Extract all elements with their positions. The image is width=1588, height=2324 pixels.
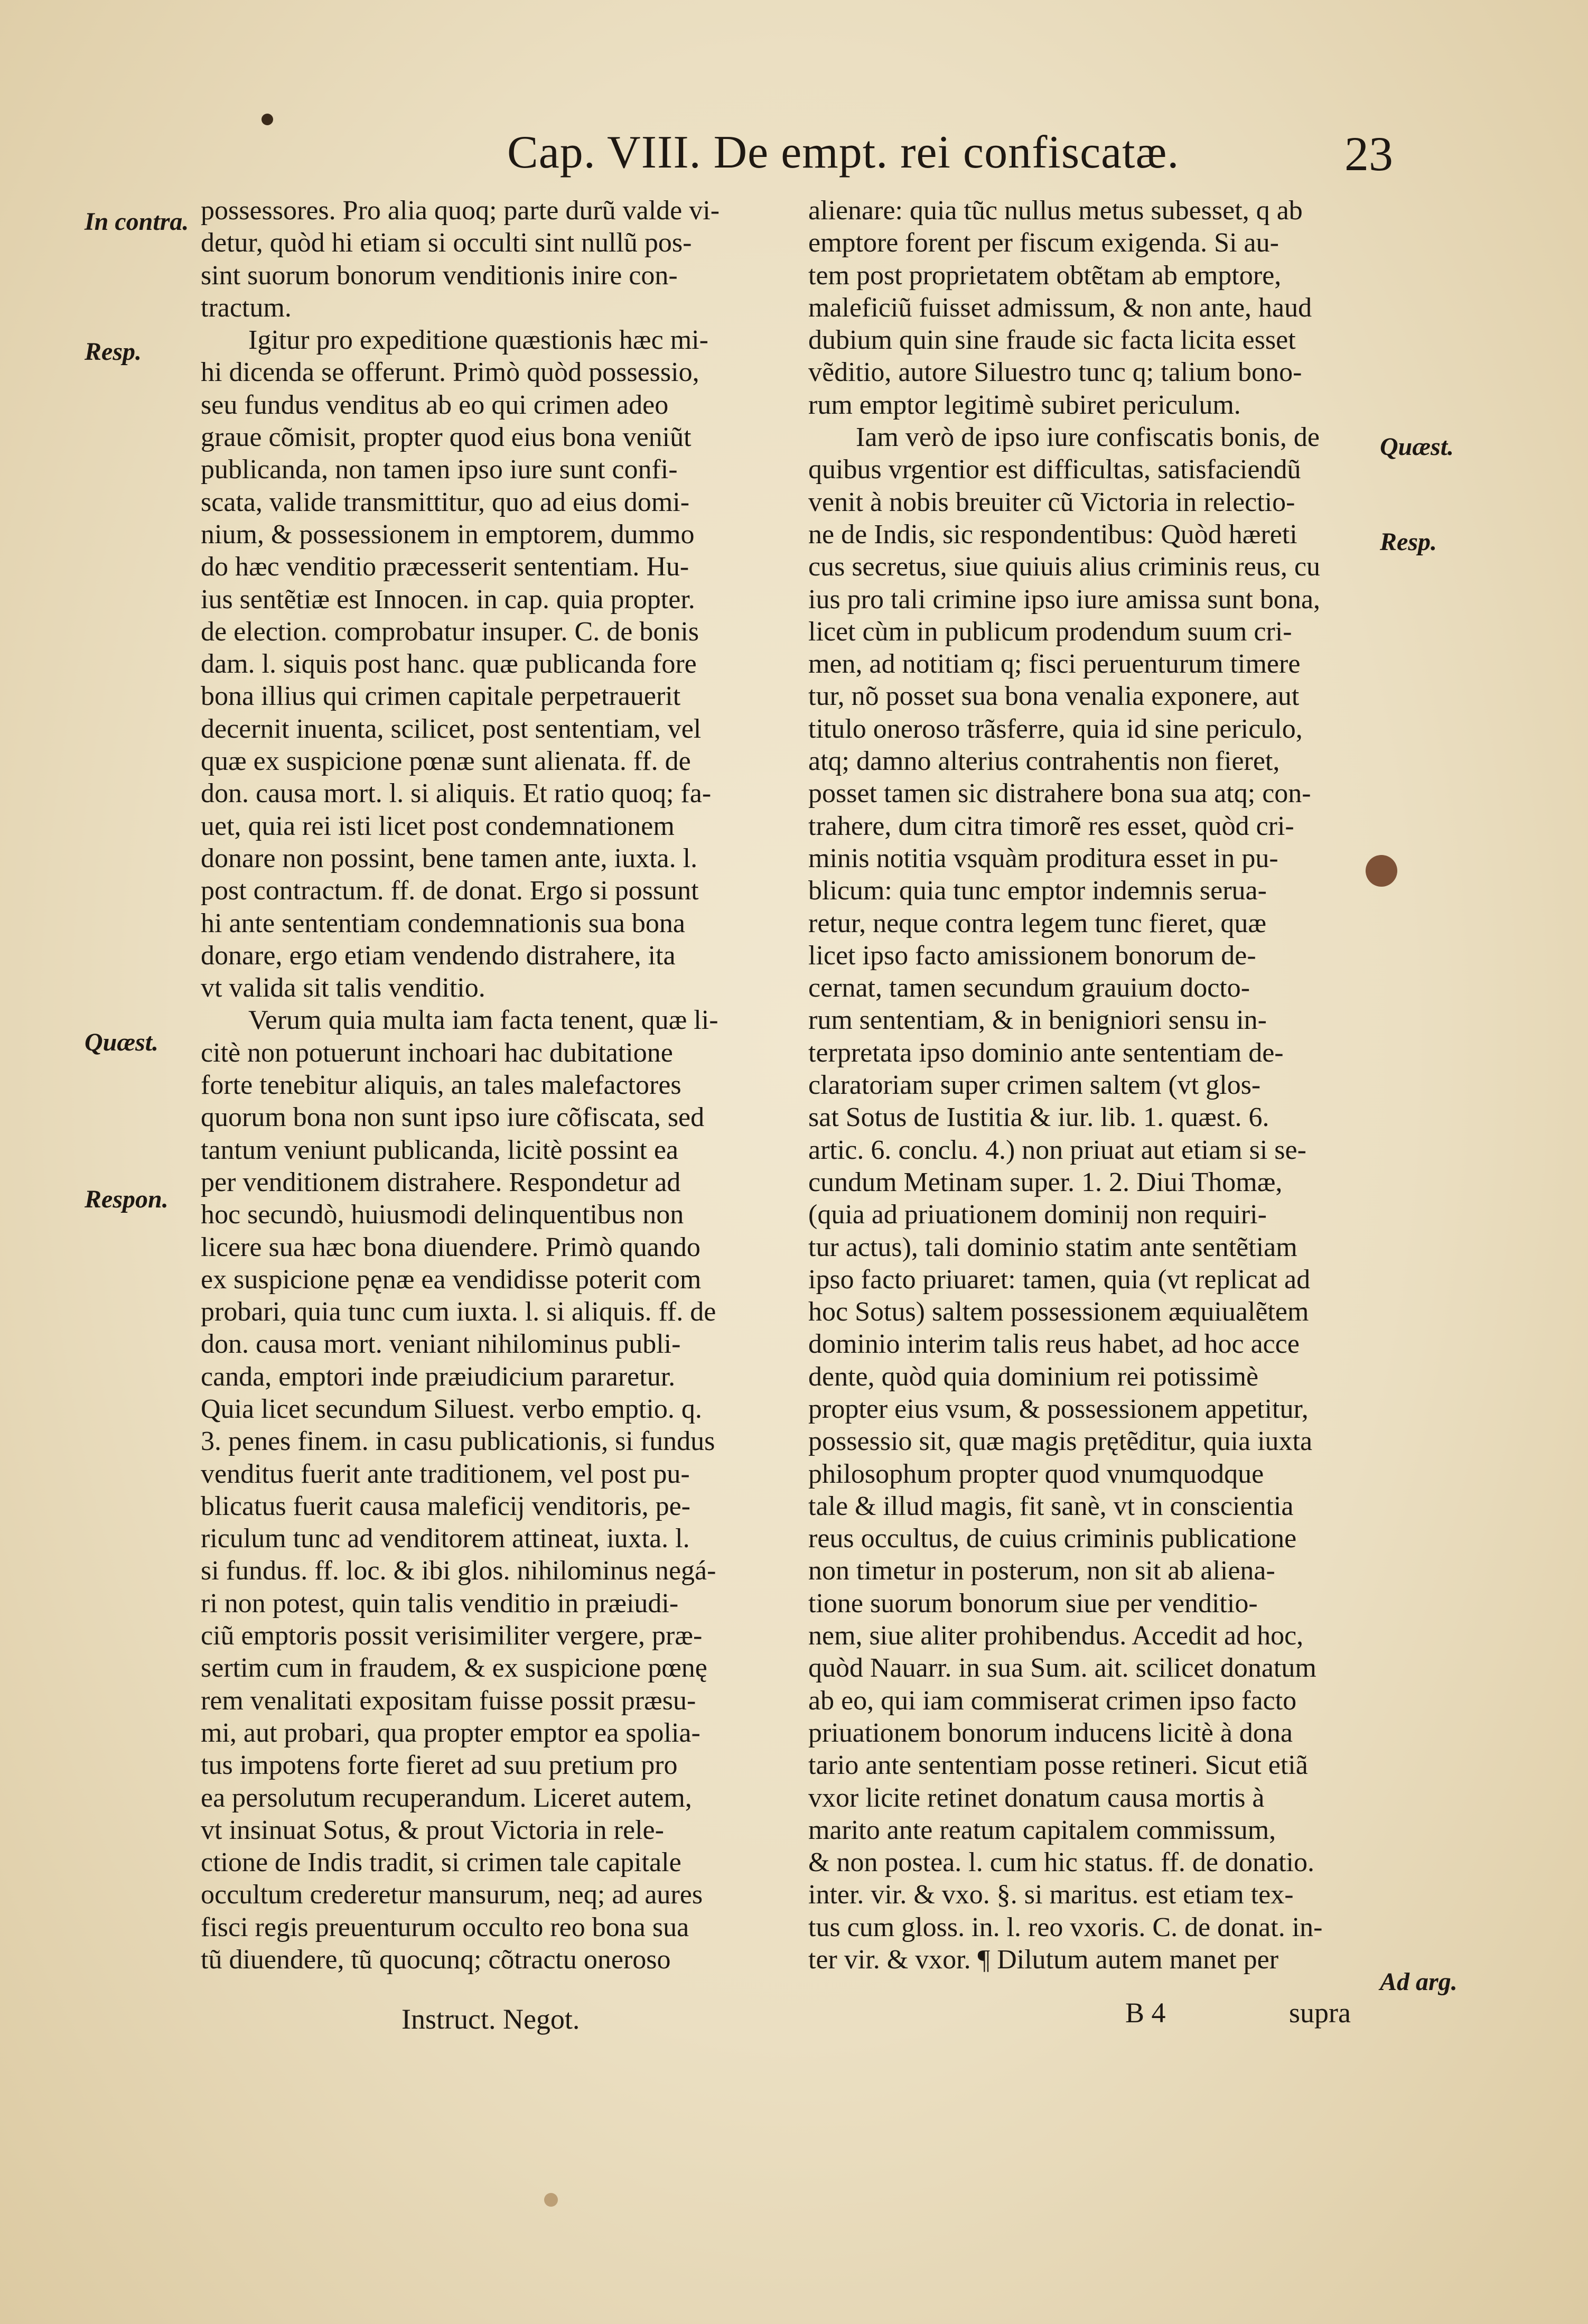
text-line: dominio interim talis reus habet, ad hoc acce <box>808 1329 1300 1360</box>
text-line: do hæc venditio præcesserit sententiam. Hu- <box>201 552 689 582</box>
text-line: detur, quòd hi etiam si occulti sint nullũ pos- <box>201 228 692 258</box>
text-line: canda, emptori inde præiudicium pararetur. <box>201 1361 676 1392</box>
text-line: donare non possint, bene tamen ante, iuxta. l. <box>201 843 698 873</box>
text-line: tũ diuendere, tũ quocunq; cõtractu oneroso <box>201 1945 671 1975</box>
text-line: titulo oneroso trãsferre, quia id sine periculo, <box>808 713 1303 744</box>
text-line: marito ante reatum capitalem commissum, <box>808 1815 1276 1845</box>
text-line: graue cõmisit, propter quod eius bona veniũt <box>201 422 692 453</box>
text-line: licere sua hæc bona diuendere. Primò quando <box>201 1232 700 1262</box>
text-line: nium, & possessionem in emptorem, dummo <box>201 519 695 550</box>
ink-spot <box>261 114 273 125</box>
text-line: hoc Sotus) saltem possessionem æquiualẽtem <box>808 1297 1309 1327</box>
text-line: bona illius qui crimen capitale perpetrauerit <box>201 681 681 712</box>
text-line: tractum. <box>201 292 292 323</box>
text-line: quæ ex suspicione pœnæ sunt alienata. ff. de <box>201 746 691 777</box>
margin-note-resp: Resp. <box>85 338 142 366</box>
text-line: nem, siue aliter prohibendus. Accedit ad hoc, <box>808 1621 1304 1651</box>
text-line: Iam verò de ipso iure confiscatis bonis, de <box>856 422 1320 453</box>
text-line: citè non potuerunt inchoari hac dubitatione <box>201 1037 673 1068</box>
left-text-column <box>201 194 766 1976</box>
text-line: dubium quin sine fraude sic facta licita esset <box>808 325 1296 356</box>
text-line: Igitur pro expeditione quæstionis hæc mi- <box>248 325 708 356</box>
text-line: hoc secundò, huiusmodi delinquentibus non <box>201 1200 684 1230</box>
catchword-right: supra <box>1289 1997 1351 2029</box>
text-line: quòd Nauarr. in sua Sum. ait. scilicet donatum <box>808 1653 1316 1684</box>
text-line: decernit inuenta, scilicet, post sententiam, vel <box>201 713 702 744</box>
text-line: scata, valide transmittitur, quo ad eius domi- <box>201 487 690 517</box>
text-line: ex suspicione pęnæ ea vendidisse poterit com <box>201 1264 702 1295</box>
text-line: terpretata ipso dominio ante sententiam de- <box>808 1037 1284 1068</box>
text-line: licet cùm in publicum prodendum suum cri- <box>808 616 1292 647</box>
text-line: dente, quòd quia dominium rei potissimè <box>808 1361 1259 1392</box>
margin-note-quaest: Quæst. <box>85 1028 159 1056</box>
margin-note-ad-arg: Ad arg. <box>1380 1968 1458 1996</box>
text-line: priuationem bonorum inducens licitè à dona <box>808 1717 1293 1748</box>
text-line: ne de Indis, sic respondentibus: Quòd hæreti <box>808 519 1297 550</box>
text-line: Quia licet secundum Siluest. verbo emptio. q. <box>201 1393 702 1424</box>
text-line: tario ante sententiam posse retineri. Sicut etiã <box>808 1750 1308 1781</box>
text-line: rum sententiam, & in benigniori sensu in- <box>808 1005 1267 1036</box>
margin-note-respon: Respon. <box>85 1185 169 1213</box>
text-line: uet, quia rei isti licet post condemnationem <box>201 811 675 841</box>
text-line: publicanda, non tamen ipso iure sunt confi- <box>201 454 678 485</box>
text-line: ri non potest, quin talis venditio in præiudi- <box>201 1588 679 1619</box>
text-line: vt valida sit talis venditio. <box>201 973 485 1003</box>
signature-mark: B 4 <box>1125 1997 1166 2029</box>
text-line: Verum quia multa iam facta tenent, quæ li- <box>248 1005 718 1036</box>
text-line: venit à nobis breuiter cũ Victoria in relectio- <box>808 487 1295 517</box>
running-head: Cap. VIII. De empt. rei confiscatæ. <box>507 127 1180 178</box>
text-line: trahere, dum citra timorẽ res esset, quòd cri- <box>808 811 1294 841</box>
text-line: vxor licite retinet donatum causa mortis à <box>808 1782 1265 1813</box>
text-line: fisci regis preuenturum occulto reo bona sua <box>201 1912 689 1942</box>
text-line: & non postea. l. cum hic status. ff. de donatio. <box>808 1847 1314 1878</box>
text-line: posset tamen sic distrahere bona sua atq; con- <box>808 778 1311 809</box>
text-line: don. causa mort. l. si aliquis. Et ratio quoq; fa- <box>201 778 712 809</box>
text-line: men, ad notitiam q; fisci peruenturum timere <box>808 649 1301 680</box>
text-line: seu fundus venditus ab eo qui crimen adeo <box>201 389 669 420</box>
text-line: dam. l. siquis post hanc. quæ publicanda fore <box>201 649 697 680</box>
text-line: ab eo, qui iam commiserat crimen ipso facto <box>808 1685 1297 1716</box>
text-line: ter vir. & vxor. ¶ Dilutum autem manet per <box>808 1945 1279 1975</box>
text-line: minis notitia vsquàm proditura esset in pu- <box>808 843 1278 873</box>
text-line: ipso facto priuaret: tamen, quia (vt replicat ad <box>808 1264 1311 1295</box>
margin-note-quaest-right: Quæst. <box>1380 433 1454 461</box>
text-line: tantum veniunt publicanda, licitè possint ea <box>201 1135 679 1165</box>
text-line: blicum: quia tunc emptor indemnis serua- <box>808 876 1267 906</box>
text-line: tur actus), tali dominio statim ante sentẽtiam <box>808 1232 1297 1262</box>
text-line: riculum tunc ad venditorem attineat, iuxta. l. <box>201 1523 690 1554</box>
text-line: hi dicenda se offerunt. Primò quòd possessio, <box>201 357 699 388</box>
text-line: philosophum propter quod vnumquodque <box>808 1458 1264 1489</box>
text-line: per venditionem distrahere. Respondetur ad <box>201 1167 681 1197</box>
text-line: vt insinuat Sotus, & prout Victoria in rele- <box>201 1815 664 1845</box>
margin-note-resp-right: Resp. <box>1380 528 1437 556</box>
text-line: ciũ emptoris possit verisimiliter vergere, præ- <box>201 1621 703 1651</box>
foxing-stain <box>544 2193 558 2207</box>
text-line: maleficiũ fuisset admissum, & non ante, haud <box>808 292 1312 323</box>
text-line: si fundus. ff. loc. & ibi glos. nihilominus negá- <box>201 1556 716 1586</box>
text-line: hi ante sententiam condemnationis sua bona <box>201 908 685 938</box>
text-line: de election. comprobatur insuper. C. de bonis <box>201 616 699 647</box>
page-number: 23 <box>1344 127 1393 181</box>
text-line: cernat, tamen secundum grauium docto- <box>808 973 1250 1003</box>
text-line: possessio sit, quæ magis prętẽditur, quia iuxta <box>808 1426 1313 1457</box>
margin-note-in-contra: In contra. <box>85 208 189 236</box>
text-line: post contractum. ff. de donat. Ergo si possunt <box>201 876 699 906</box>
text-line: tem post proprietatem obtẽtam ab emptore, <box>808 260 1282 291</box>
text-line: quorum bona non sunt ipso iure cõfiscata, sed <box>201 1102 705 1133</box>
text-line: donare, ergo etiam vendendo distrahere, ita <box>201 940 676 971</box>
text-line: reus occultus, de cuius criminis publicatione <box>808 1523 1297 1554</box>
text-line: cundum Metinam super. 1. 2. Diui Thomæ, <box>808 1167 1283 1197</box>
text-line: forte tenebitur aliquis, an tales malefactores <box>201 1070 681 1101</box>
text-line: retur, neque contra legem tunc fieret, quæ <box>808 908 1267 938</box>
text-line: tur, nõ posset sua bona venalia exponere, aut <box>808 681 1300 712</box>
text-line: emptore forent per fiscum exigenda. Si au- <box>808 228 1279 258</box>
text-line: licet ipso facto amissionem bonorum de- <box>808 940 1256 971</box>
text-line: rum emptor legitimè subiret periculum. <box>808 389 1241 420</box>
text-line: probari, quia tunc cum iuxta. l. si aliquis. ff. de <box>201 1297 716 1327</box>
text-line: artic. 6. conclu. 4.) non priuat aut etiam si se- <box>808 1135 1306 1165</box>
text-line: venditus fuerit ante traditionem, vel post pu- <box>201 1458 690 1489</box>
right-text-column <box>808 194 1379 1976</box>
text-line: ius pro tali crimine ipso iure amissa sunt bona, <box>808 584 1321 615</box>
text-line: (quia ad priuationem dominij non requiri- <box>808 1200 1267 1230</box>
text-line: mi, aut probari, qua propter emptor ea spolia- <box>201 1717 700 1748</box>
catchword-left: Instruct. Negot. <box>401 2003 580 2035</box>
text-line: ea persolutum recuperandum. Liceret autem, <box>201 1782 692 1813</box>
text-line: propter eius vsum, & possessionem appetitur, <box>808 1393 1309 1424</box>
text-line: atq; damno alterius contrahentis non fieret, <box>808 746 1280 777</box>
text-line: tus impotens forte fieret ad suu pretium pro <box>201 1750 678 1781</box>
text-line: ius sentẽtiæ est Innocen. in cap. quia propter. <box>201 584 695 615</box>
text-line: non timetur in posterum, non sit ab aliena- <box>808 1556 1275 1586</box>
text-line: quibus vrgentior est difficultas, satisfaciendũ <box>808 454 1301 485</box>
text-line: tale & illud magis, fit sanè, vt in conscientia <box>808 1491 1294 1521</box>
text-line: blicatus fuerit causa maleficij venditoris, pe- <box>201 1491 690 1521</box>
text-line: sat Sotus de Iustitia & iur. lib. 1. quæst. 6. <box>808 1102 1269 1133</box>
text-line: alienare: quia tũc nullus metus subesset, q ab <box>808 196 1303 226</box>
text-line: don. causa mort. veniant nihilominus publi- <box>201 1329 681 1360</box>
text-line: tus cum gloss. in. l. reo vxoris. C. de donat. in- <box>808 1912 1323 1942</box>
text-line: possessores. Pro alia quoq; parte durũ valde vi- <box>201 196 720 226</box>
text-line: cus secretus, siue quiuis alius criminis reus, cu <box>808 552 1321 582</box>
text-line: occultum crederetur mansurum, neq; ad aures <box>201 1880 703 1910</box>
text-line: vẽditio, autore Siluestro tunc q; talium bono- <box>808 357 1302 388</box>
text-line: inter. vir. & vxo. §. si maritus. est etiam tex- <box>808 1880 1294 1910</box>
text-line: 3. penes finem. in casu publicationis, si fundus <box>201 1426 715 1457</box>
text-line: rem venalitati expositam fuisse possit præsu- <box>201 1685 696 1716</box>
text-line: sertim cum in fraudem, & ex suspicione pœnę <box>201 1653 707 1684</box>
text-line: ctione de Indis tradit, si crimen tale capitale <box>201 1847 681 1878</box>
text-line: claratoriam super crimen saltem (vt glos- <box>808 1070 1261 1101</box>
text-line: tione suorum bonorum siue per venditio- <box>808 1588 1258 1619</box>
text-line: sint suorum bonorum venditionis inire con- <box>201 260 678 291</box>
